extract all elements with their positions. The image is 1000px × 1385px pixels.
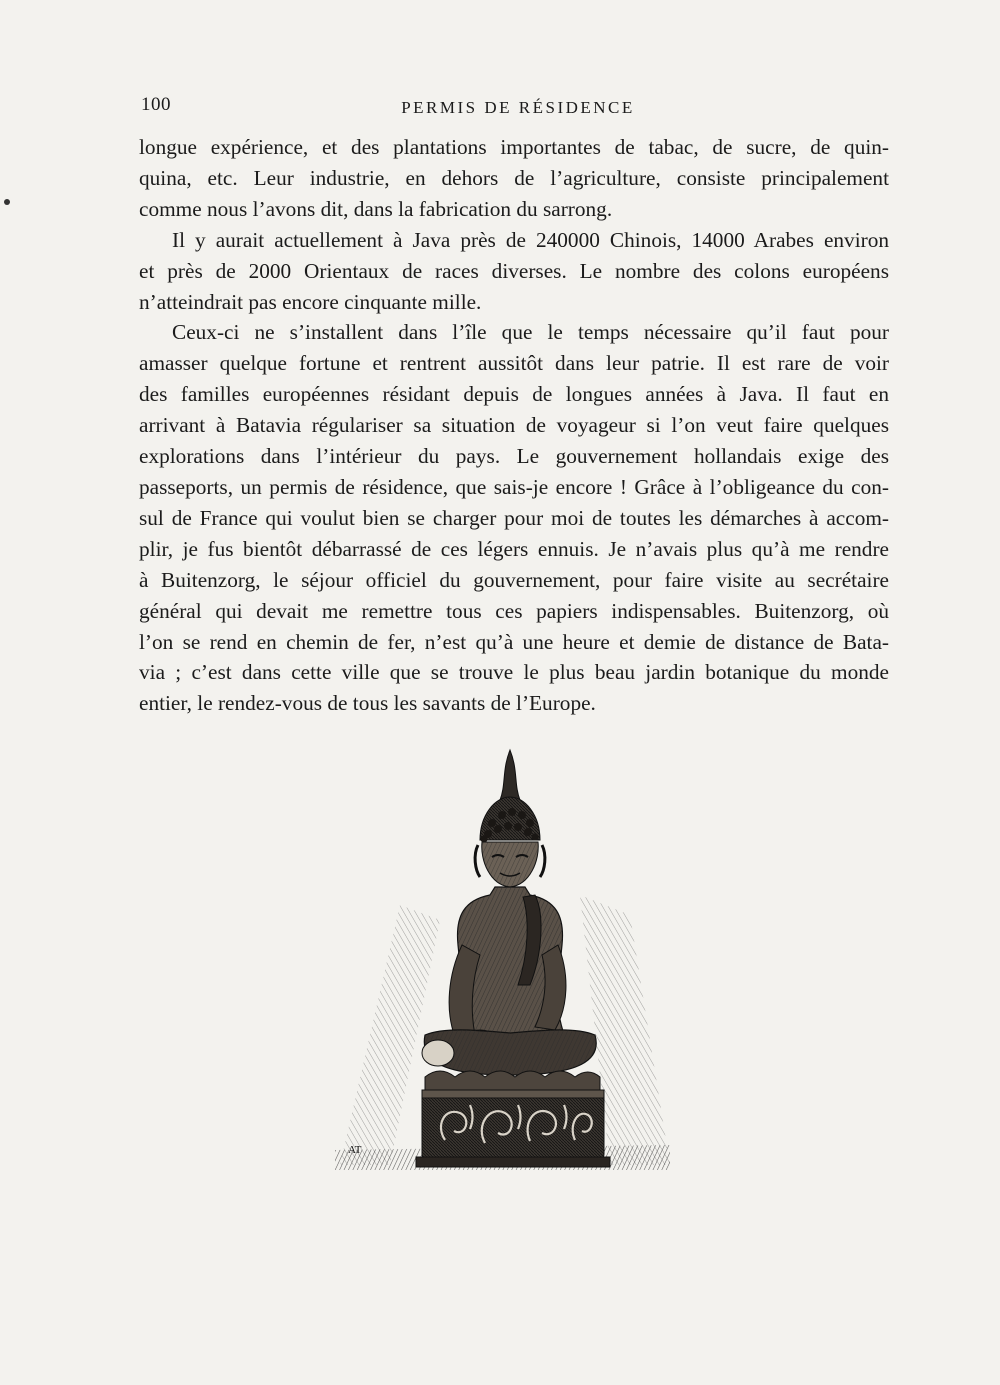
running-title: PERMIS DE RÉSIDENCE <box>401 98 635 117</box>
statue-body <box>449 887 570 1050</box>
text-line: longue expérience, et des plantations importantes de tabac, de sucre, de quin- <box>139 135 889 159</box>
statue-finial <box>500 750 520 800</box>
text-line: passeports, un permis de résidence, que sais-je encore ! Grâce à l’obligeance du con- <box>139 474 889 499</box>
buddha-statue-illustration <box>330 745 675 1175</box>
engraver-signature: AT <box>348 1144 362 1156</box>
text-line: des familles européennes résidant depuis de longues années à Java. Il faut en <box>139 382 889 407</box>
text-line: l’on se rend en chemin de fer, n’est qu’à une heure et demie de distance de Bata- <box>139 629 889 654</box>
text-line: et près de 2000 Orientaux de races diverses. Le nombre des colons européens <box>139 258 889 283</box>
text-line: comme nous l’avons dit, dans la fabrication du sarrong. <box>139 196 613 221</box>
text-line: arrivant à Batavia régulariser sa situation de voyageur si l’on veut faire quelques <box>139 413 889 438</box>
paragraph-2 <box>139 225 889 318</box>
stray-ink-dot <box>4 199 10 205</box>
text-line: amasser quelque fortune et rentrent aussitôt dans leur patrie. Il est rare de voir <box>139 351 889 376</box>
text-line: explorations dans l’intérieur du pays. Le gouvernement hollandais exige des <box>139 444 889 469</box>
text-line: n’atteindrait pas encore cinquante mille. <box>139 289 482 314</box>
text-line: plir, je fus bientôt débarrassé de ces légers ennuis. Je n’avais plus qu’à me rendre <box>139 536 889 561</box>
text-line: Il y aurait actuellement à Java près de 240000 Chinois, 14000 Arabes environ <box>172 227 889 252</box>
text-line: via ; c’est dans cette ville que se trouve le plus beau jardin botanique du monde <box>139 660 889 685</box>
pedestal <box>416 1090 610 1167</box>
text-line: quina, etc. Leur industrie, en dehors de l’agriculture, consiste principalement <box>139 165 889 190</box>
text-line: entier, le rendez-vous de tous les savants de l’Europe. <box>139 691 596 716</box>
body-text <box>139 132 889 719</box>
text-line: Ceux-ci ne s’installent dans l’île que le temps nécessaire qu’il faut pour <box>172 320 889 345</box>
page-number: 100 <box>141 94 171 115</box>
statue-head <box>475 797 545 887</box>
paragraph-3 <box>139 317 889 719</box>
text-line: général qui devait me remettre tous ces papiers indispensables. Buitenzorg, où <box>139 598 889 623</box>
text-line: sul de France qui voulut bien se charger pour moi de toutes les démarches à accom- <box>139 505 889 530</box>
text-line: à Buitenzorg, le séjour officiel du gouvernement, pour faire visite au secrétaire <box>139 567 889 592</box>
paragraph-1 <box>139 132 889 225</box>
